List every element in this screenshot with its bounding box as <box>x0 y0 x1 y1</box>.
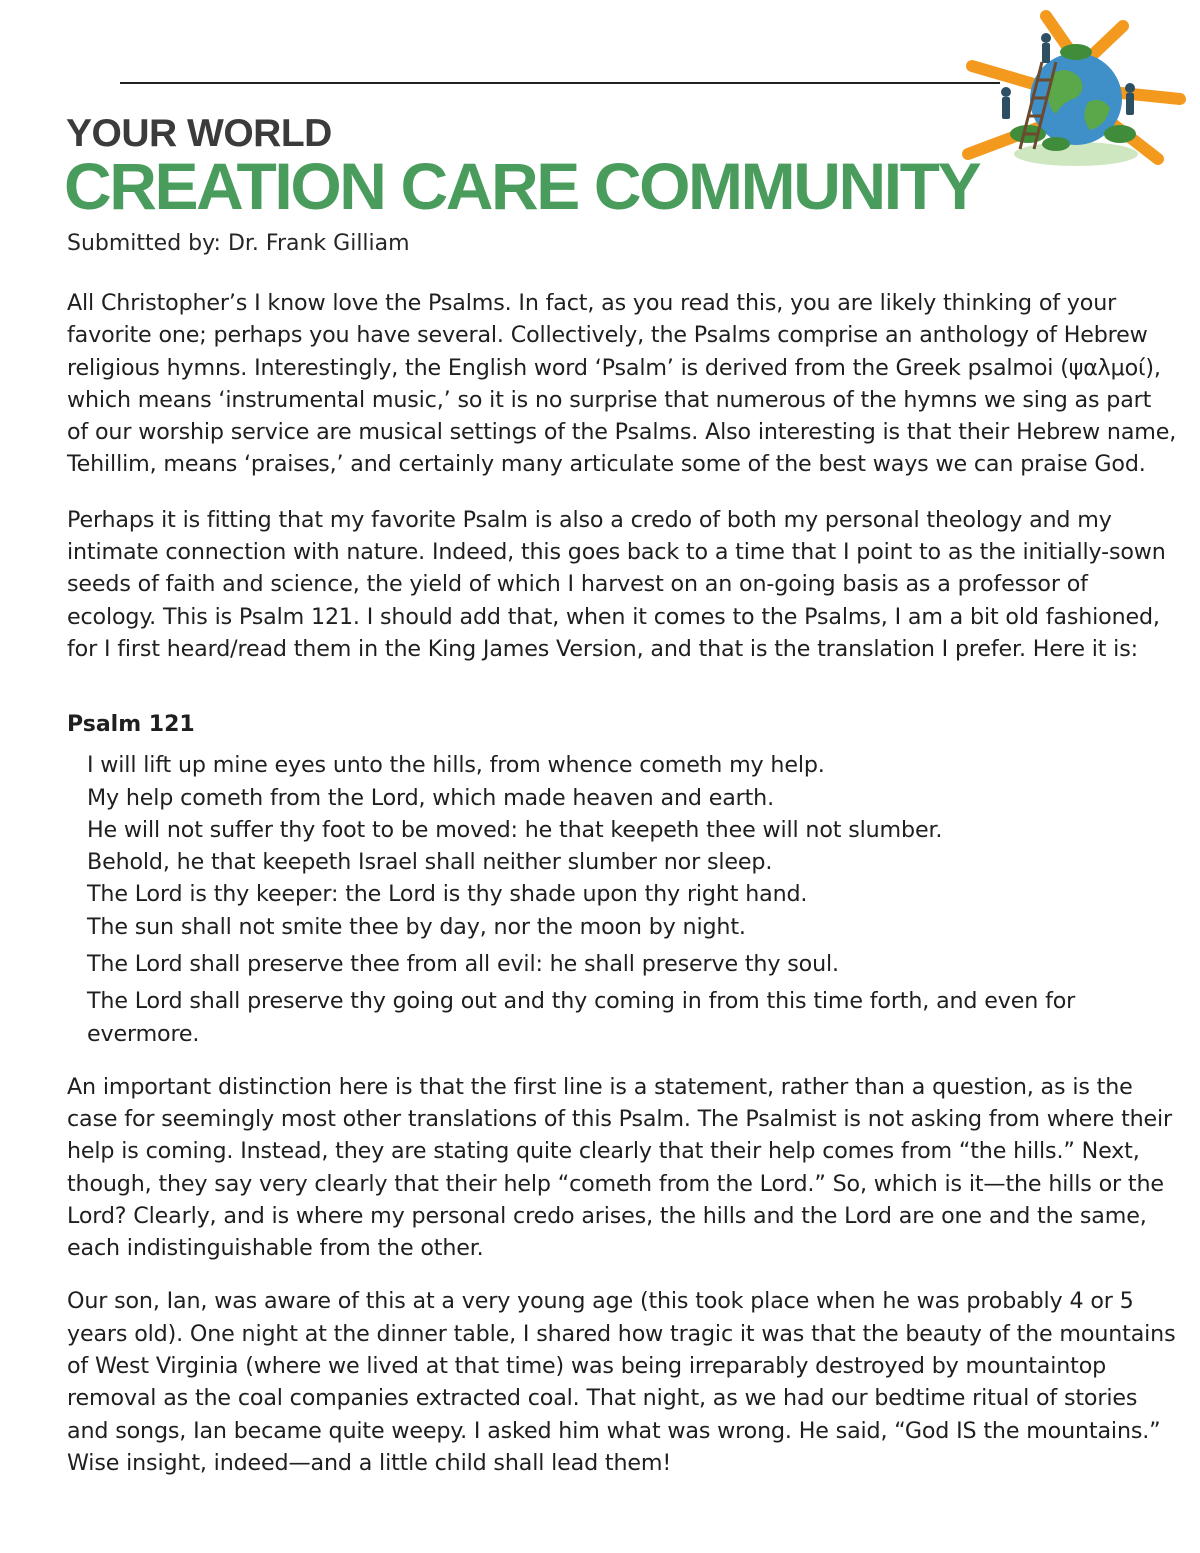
header-rule <box>120 82 1000 84</box>
page-title: CREATION CARE COMMUNITY <box>64 149 980 223</box>
psalm-line: The sun shall not smite thee by day, nor the moon by night. <box>87 913 746 940</box>
article-body <box>67 287 1177 1479</box>
psalm-line: Behold, he that keepeth Israel shall neither slumber nor sleep. <box>87 849 773 876</box>
psalm-title: Psalm 121 <box>67 712 195 738</box>
psalm-verses <box>87 749 1177 1046</box>
byline: Submitted by: Dr. Frank Gilliam <box>67 231 410 256</box>
section-kicker: YOUR WORLD <box>66 112 332 155</box>
psalm-line: He will not suffer thy foot to be moved: he that keepeth thee will not slumber. <box>87 816 943 843</box>
earth-care-illustration <box>958 4 1190 174</box>
paragraph: Perhaps it is fitting that my favorite Psalm is also a credo of both my personal theology and my intimate connection with nature. Indeed, this goes back to a time that I point to as the initially-sown seeds of faith and science, the yield of which I harvest on an on-going basis as a professor of ecology. This is Psalm 121. I should add that, when it comes to the Psalms, I am a bit old fashioned, for I first heard/read them in the King James Version, and that is the translation I prefer. Here it is: <box>67 506 1166 662</box>
paragraph: Our son, Ian, was aware of this at a very young age (this took place when he was probably 4 or 5 years old). One night at the dinner table, I shared how tragic it was that the beauty of the mountains of West Virginia (where we lived at that time) was being irreparably destroyed by mountaintop removal as the coal companies extracted coal. That night, as we had our bedtime ritual of stories and songs, Ian became quite weepy. I asked him what was wrong. He said, “God IS the mountains.” Wise insight, indeed—and a little child shall lead them! <box>67 1288 1176 1476</box>
psalm-line: I will lift up mine eyes unto the hills, from whence cometh my help. <box>87 752 825 779</box>
paragraph: An important distinction here is that the first line is a statement, rather than a question, as is the case for seemingly most other translations of this Psalm. The Psalmist is not asking from where their help is coming. Instead, they are stating quite clearly that their help comes from “the hills.” Next, though, they say very clearly that their help “cometh from the Lord.” So, which is it—the hills or the Lord? Clearly, and is where my personal credo arises, the hills and the Lord are one and the same, each indistinguishable from the other. <box>67 1073 1173 1262</box>
psalm-line-continuation: evermore. <box>87 1020 200 1047</box>
paragraph: All Christopher’s I know love the Psalms. In fact, as you read this, you are likely thinking of your favorite one; perhaps you have several. Collectively, the Psalms comprise an anthology of Hebrew religious hymns. Interestingly, the English word ‘Psalm’ is derived from the Greek psalmoi (ψαλμοί), which means ‘instrumental music,’ so it is no surprise that numerous of the hymns we sing as part of our worship service are musical settings of the Psalms. Also interesting is that their Hebrew name, Tehillim, means ‘praises,’ and certainly many articulate some of the best ways we can praise God. <box>67 290 1177 478</box>
psalm-line: The Lord is thy keeper: the Lord is thy shade upon thy right hand. <box>87 881 808 908</box>
psalm-line: The Lord shall preserve thee from all evil: he shall preserve thy soul. <box>87 951 839 978</box>
psalm-line: The Lord shall preserve thy going out and thy coming in from this time forth, and even for <box>87 988 1076 1015</box>
psalm-line: My help cometh from the Lord, which made heaven and earth. <box>87 784 774 811</box>
